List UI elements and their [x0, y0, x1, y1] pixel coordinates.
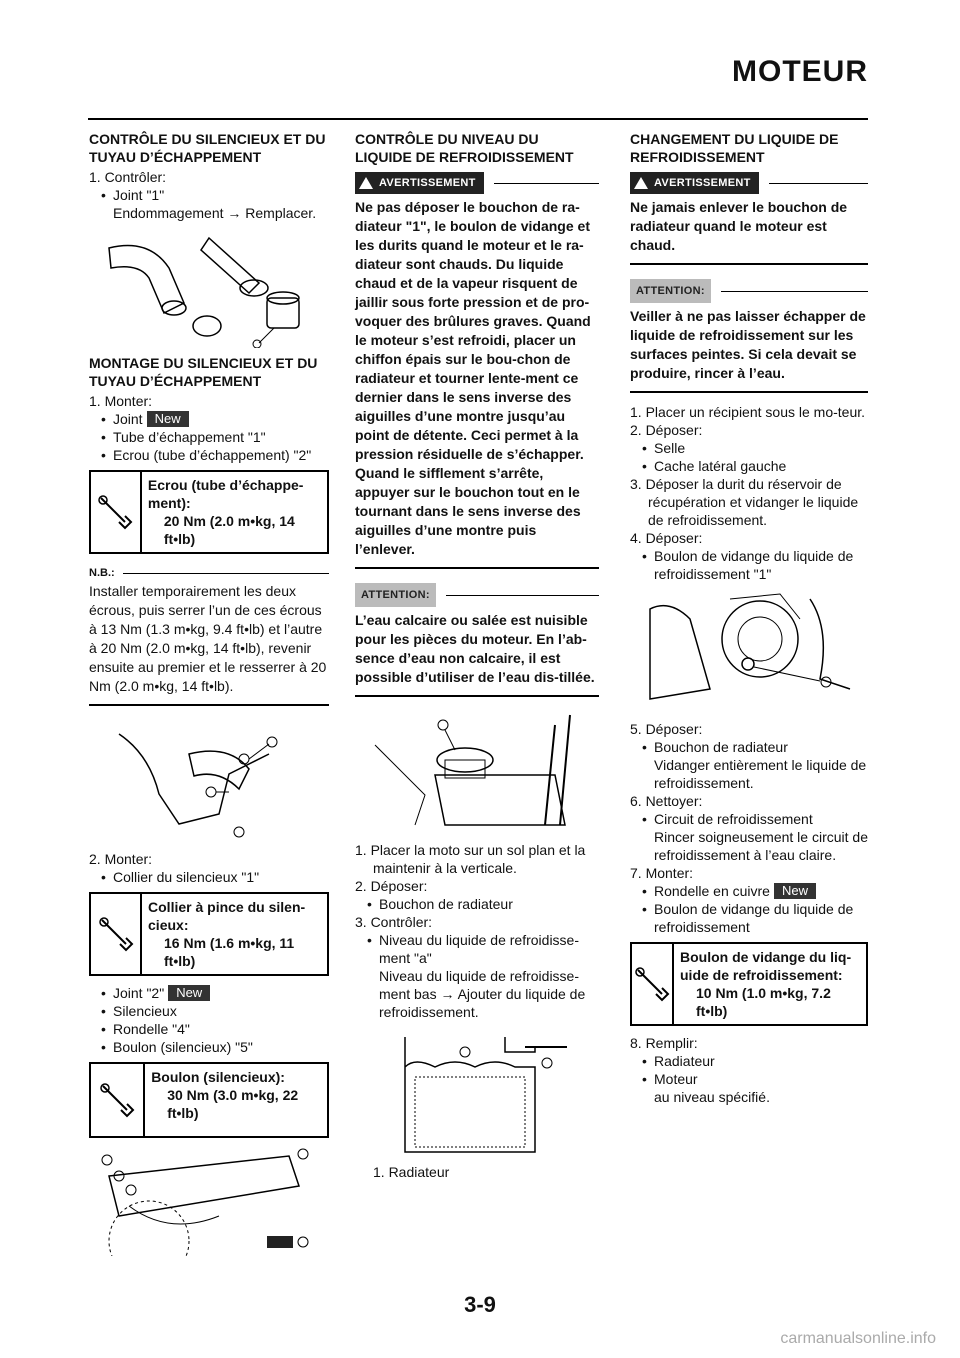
- attention-badge: ATTENTION:: [355, 583, 436, 607]
- bullet: • Boulon de vidange du liquide de refroidissement "1": [630, 547, 868, 583]
- bullet: • Moteur: [630, 1070, 868, 1088]
- figure-exhaust-nuts: [89, 714, 329, 844]
- new-badge: New: [774, 883, 816, 899]
- warning-text: Ne pas déposer le bouchon de ra-diateur "1", le boulon de vidange et les durits quand le moteur et le ra-diateur sont chauds. Du liquide chaud et de la vapeur risquent de jaillir sous forte pression et de pro-voquer des brûlures graves. Quand le moteur s’est refroidi, placer un chiffon épais sur le bou-chon de radiateur et tourner lente-ment ce dernier dans le sens inverse des aiguilles d’une montre jusqu’au point de détente. Ceci permet à la pression résiduelle de s’échapper. Quand le sifflement s’arrête, appuyer sur le bouchon tout en le tournant dans le sens inverse des aiguilles d’une montre puis l’enlever.: [355, 199, 591, 557]
- attention-badge: ATTENTION:: [630, 279, 711, 303]
- bullet: • Bouchon de radiateur: [630, 738, 868, 756]
- step: 2. Déposer:: [355, 878, 428, 894]
- bullet: • Rondelle en cuivre New: [630, 882, 868, 900]
- note-rule: [89, 704, 329, 706]
- step: 2. Déposer:: [630, 422, 703, 438]
- warning-header: [630, 172, 868, 194]
- warning-rule: [355, 567, 599, 569]
- figure-coolant-level: [385, 1027, 599, 1157]
- warning-rule: [630, 263, 868, 265]
- bullet: • Collier du silencieux "1": [89, 868, 329, 886]
- torque-name: Ecrou (tube d’échappe-ment):: [147, 477, 304, 511]
- bullet-sub: au niveau spécifié.: [654, 1089, 770, 1105]
- step: 3. Déposer la durit du réservoir de récupération et vidanger le liquide de refroidissement.: [630, 476, 859, 528]
- torque-value: 30 Nm (3.0 m•kg, 22 ft•lb): [167, 1087, 299, 1121]
- bullet: • Circuit de refroidissement: [630, 810, 868, 828]
- torque-name: Boulon de vidange du liq-uide de refroidissement:: [680, 949, 852, 983]
- bullet: • Joint "1": [89, 186, 329, 204]
- column-3: [630, 130, 868, 1106]
- warning-triangle-icon: [359, 177, 373, 189]
- header-rule: [88, 118, 868, 120]
- torque-spec-box: [89, 892, 329, 976]
- page-title: MOTEUR: [732, 55, 868, 88]
- section-title: CHANGEMENT DU LIQUIDE DE REFROIDISSEMENT: [630, 131, 839, 165]
- step: 3. Contrôler:: [355, 914, 433, 930]
- column-1: [89, 130, 329, 1262]
- torque-spec-box: [89, 470, 329, 554]
- bullet: • Silencieux: [89, 1002, 329, 1020]
- step: 8. Remplir:: [630, 1035, 698, 1051]
- attention-rule: [630, 391, 868, 393]
- step: 1. Placer un récipient sous le mo-teur.: [630, 404, 866, 420]
- step: 6. Nettoyer:: [630, 793, 703, 809]
- attention-text: L’eau calcaire ou salée est nuisible pour les pièces du moteur. En l’ab-sence d’eau non calcaire, il est possible d’utiliser de l’eau dis-tillée.: [355, 612, 595, 685]
- attention-rule: [355, 695, 599, 697]
- note-header: N.B.:: [89, 564, 329, 582]
- torque-spec-box: [630, 942, 868, 1026]
- bullet-sub: Vidanger entièrement le liquide de refroidissement.: [654, 757, 867, 791]
- new-badge: New: [147, 411, 189, 427]
- bullet: • Joint New: [89, 410, 329, 428]
- bullet: • Selle: [630, 439, 868, 457]
- bullet-sub: Rincer soigneusement le circuit de refroidissement à l’eau claire.: [654, 829, 868, 863]
- bullet: • Boulon de vidange du liquide de refroidissement: [630, 900, 868, 936]
- warning-text: Ne jamais enlever le bouchon de radiateur quand le moteur est chaud.: [630, 199, 848, 253]
- bullet: • Joint "2" New: [89, 984, 329, 1002]
- page-number: 3-9: [464, 1292, 496, 1317]
- attention-header: [630, 279, 868, 303]
- warning-badge: AVERTISSEMENT: [355, 172, 484, 194]
- figure-silencer: [89, 1146, 329, 1256]
- torque-wrench-icon: [91, 894, 142, 974]
- bullet: • Tube d’échappement "1": [89, 428, 329, 446]
- torque-value: 20 Nm (2.0 m•kg, 14 ft•lb): [163, 513, 295, 547]
- bullet-sub: Endommagement → Remplacer.: [113, 205, 317, 221]
- step: 1. Monter:: [89, 393, 153, 409]
- bullet: • Radiateur: [630, 1052, 868, 1070]
- torque-value: 10 Nm (1.0 m•kg, 7.2 ft•lb): [696, 985, 831, 1019]
- torque-wrench-icon: [91, 472, 142, 552]
- warning-badge: AVERTISSEMENT: [630, 172, 759, 194]
- step: 5. Déposer:: [630, 721, 703, 737]
- section-title: MONTAGE DU SILENCIEUX ET DU TUYAU D’ÉCHAPPEMENT: [89, 355, 318, 389]
- section-title: CONTRÔLE DU NIVEAU DU LIQUIDE DE REFROIDISSEMENT: [355, 131, 574, 165]
- figure-exhaust-gasket: [89, 228, 329, 348]
- figure-radiator-cap: [355, 705, 599, 835]
- torque-wrench-icon: [91, 1064, 145, 1136]
- step: 4. Déposer:: [630, 530, 703, 546]
- bullet: • Rondelle "4": [89, 1020, 329, 1038]
- warning-triangle-icon: [634, 177, 648, 189]
- new-badge: New: [168, 985, 210, 1001]
- attention-header: [355, 583, 599, 607]
- bullet: • Cache latéral gauche: [630, 457, 868, 475]
- torque-spec-box: [89, 1062, 329, 1138]
- step: 7. Monter:: [630, 865, 694, 881]
- step: 1. Contrôler:: [89, 169, 167, 185]
- section-title: CONTRÔLE DU SILENCIEUX ET DU TUYAU D’ÉCHAPPEMENT: [89, 131, 326, 165]
- step: 1. Placer la moto sur un sol plan et la maintenir à la verticale.: [355, 842, 586, 876]
- bullet: • Bouchon de radiateur: [355, 895, 599, 913]
- bullet-sub: Niveau du liquide de refroidisse-ment bas → Ajouter du liquide de refroidissement.: [379, 968, 586, 1020]
- bullet: • Ecrou (tube d’échappement) "2": [89, 446, 329, 464]
- column-2: [355, 130, 599, 1181]
- step: 2. Monter:: [89, 851, 153, 867]
- bullet: • Niveau du liquide de refroidisse-ment "a": [355, 931, 599, 967]
- attention-text: Veiller à ne pas laisser échapper de liquide de refroidissement sur les surfaces peintes. Si cela devait se produire, rincer à l’eau.: [630, 308, 866, 381]
- torque-name: Collier à pince du silen-cieux:: [148, 899, 306, 933]
- warning-header: [355, 172, 599, 194]
- torque-wrench-icon: [632, 944, 674, 1024]
- torque-name: Boulon (silencieux):: [151, 1069, 285, 1085]
- bullet: • Boulon (silencieux) "5": [89, 1038, 329, 1056]
- watermark: carmanualsonline.info: [780, 1330, 936, 1347]
- figure-caption: 1. Radiateur: [373, 1164, 450, 1180]
- note-text: Installer temporairement les deux écrous, puis serrer l’un de ces écrous à 13 Nm (1.3 m•kg, 9.4 ft•lb) et l’autre à 20 Nm (2.0 m•kg, 14 ft•lb), revenir ensuite au premier et le resserrer à 20 Nm (2.0 m•kg, 14 ft•lb).: [89, 583, 327, 694]
- torque-value: 16 Nm (1.6 m•kg, 11 ft•lb): [164, 935, 295, 969]
- figure-drain-bolt: [630, 589, 868, 714]
